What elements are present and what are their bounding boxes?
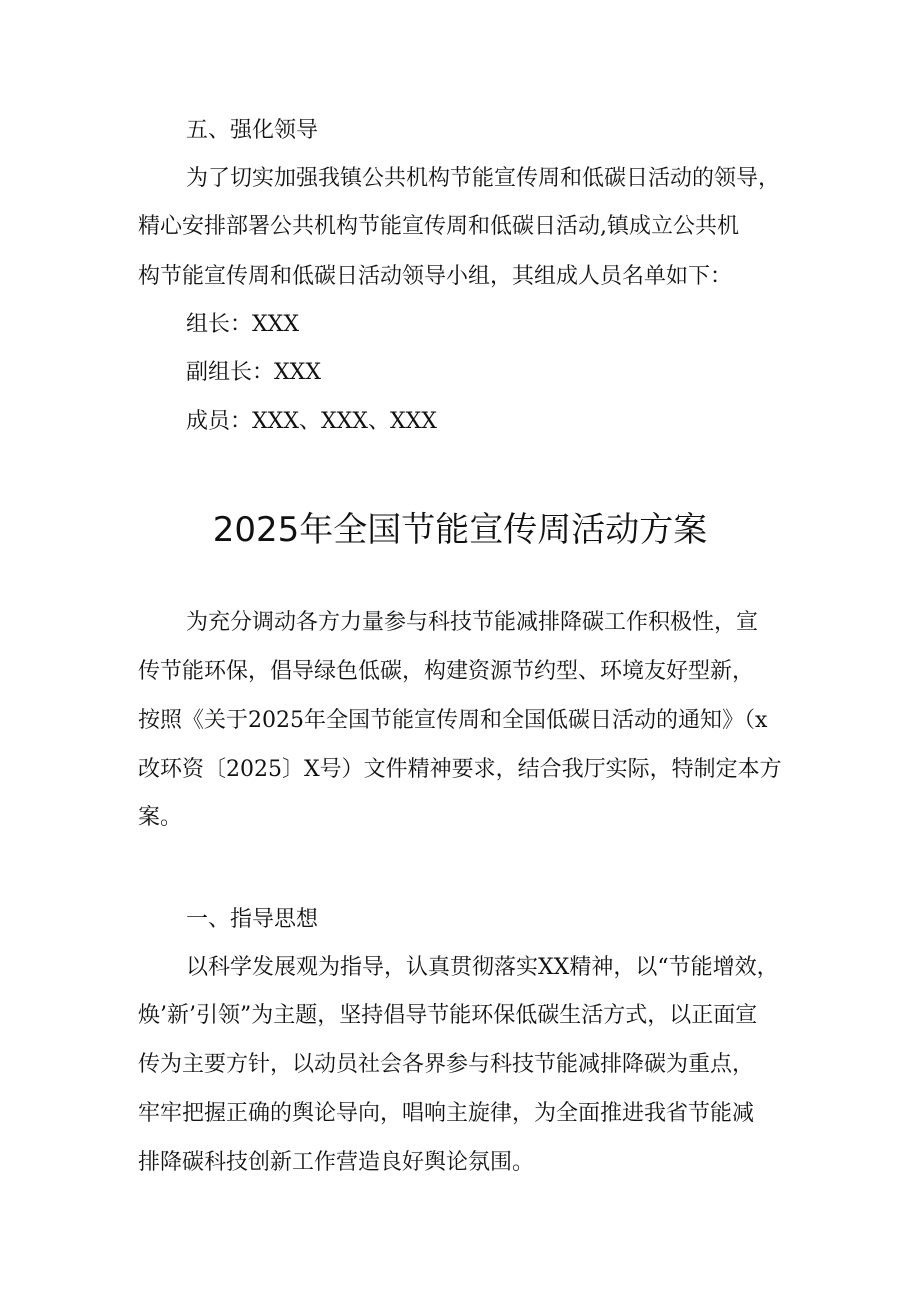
- intro-line-2: 传节能环保，倡导绿色低碳，构建资源节约型、环境友好型新，: [138, 659, 755, 684]
- leader-line: 组长：XXX: [186, 312, 299, 337]
- section5-paragraph-line-3: 构节能宣传周和低碳日活动领导小组，其组成人员名单如下：: [138, 264, 733, 289]
- intro-line-3: 按照《关于2025年全国节能宣传周和全国低碳日活动的通知》（x: [138, 708, 768, 733]
- section1-paragraph-line-4: 牢牢把握正确的舆论导向，唱响主旋律，为全面推进我省节能减: [138, 1101, 755, 1126]
- section5-paragraph-line-2: 精心安排部署公共机构节能宣传周和低碳日活动,镇成立公共机: [138, 214, 739, 239]
- deputy-leader-line: 副组长：XXX: [186, 360, 321, 385]
- intro-line-5: 案。: [138, 805, 183, 830]
- section5-heading: 五、强化领导: [186, 118, 319, 143]
- section1-paragraph-line-2: 焕’新’引领”为主题，坚持倡导节能环保低碳生活方式，以正面宣: [138, 1003, 758, 1028]
- section5-paragraph-line-1: 为了切实加强我镇公共机构节能宣传周和低碳日活动的领导，: [186, 166, 781, 191]
- document-title: 2025年全国节能宣传周活动方案: [212, 510, 708, 550]
- section1-paragraph-line-3: 传为主要方针，以动员社会各界参与科技节能减排降碳为重点，: [138, 1052, 755, 1077]
- intro-line-4: 改环资〔2025〕X号）文件精神要求，结合我厅实际，特制定本方: [138, 757, 782, 782]
- members-line: 成员：XXX、XXX、XXX: [186, 409, 437, 434]
- section1-paragraph-line-1: 以科学发展观为指导，认真贯彻落实XX精神，以“节能增效，: [186, 955, 779, 980]
- intro-line-1: 为充分调动各方力量参与科技节能减排降碳工作积极性，宣: [186, 610, 759, 635]
- section1-paragraph-line-5: 排降碳科技创新工作营造良好舆论氛围。: [138, 1150, 535, 1175]
- section1-heading: 一、指导思想: [186, 907, 319, 932]
